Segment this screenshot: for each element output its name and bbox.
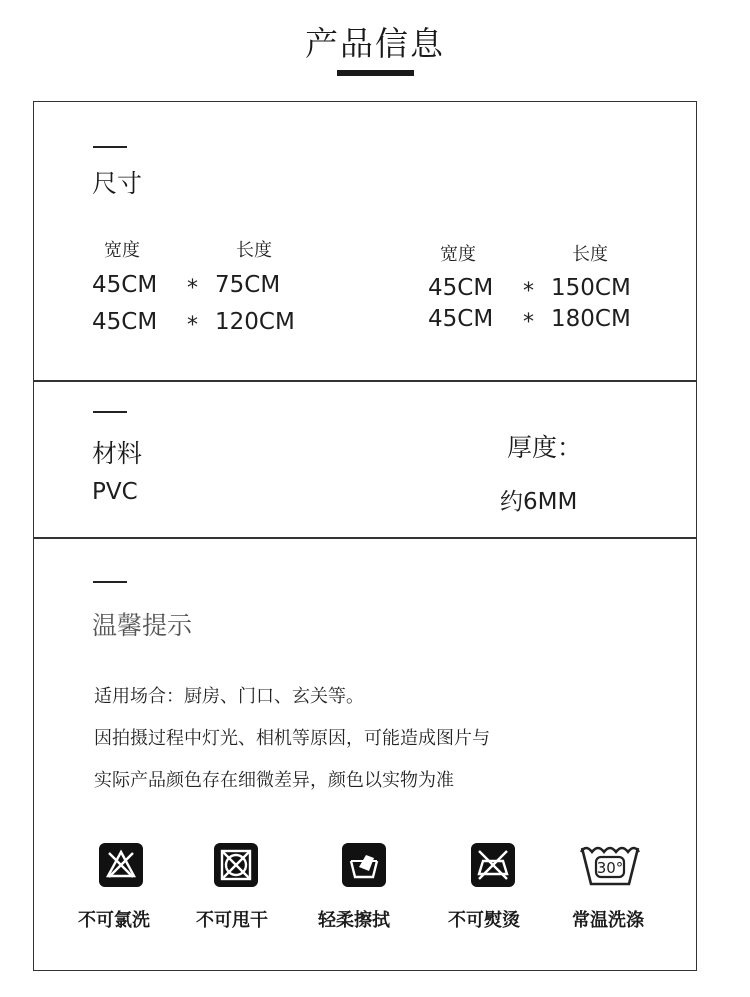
size-row-width: 45CM xyxy=(428,306,494,332)
thickness-heading: 厚度： xyxy=(507,433,583,462)
tip-line: 适用场合：厨房、门口、玄关等。 xyxy=(94,686,364,707)
wash-temp-label: 30° xyxy=(596,859,624,877)
size-row-length: 150CM xyxy=(551,275,631,301)
wash-30-icon xyxy=(578,840,642,888)
width-label-left: 宽度 xyxy=(104,240,140,261)
no-iron-icon xyxy=(471,843,515,887)
size-row-width: 45CM xyxy=(92,309,158,335)
length-label-right: 长度 xyxy=(572,244,608,265)
care-label-no-iron: 不可熨烫 xyxy=(448,910,520,931)
size-row-length: 120CM xyxy=(215,309,295,335)
tip-line: 实际产品颜色存在细微差异，颜色以实物为准 xyxy=(94,770,454,791)
tips-dash xyxy=(93,581,127,583)
title-underline xyxy=(337,70,414,76)
care-label-no-tumble-dry: 不可甩干 xyxy=(196,910,268,931)
tips-heading: 温馨提示 xyxy=(92,611,193,640)
size-heading: 尺寸 xyxy=(92,169,143,198)
material-value: PVC xyxy=(92,479,138,505)
section-divider-2 xyxy=(33,537,697,539)
length-label-left: 长度 xyxy=(236,240,272,261)
thickness-value: 约6MM xyxy=(500,489,578,515)
times-symbol: * xyxy=(523,279,534,304)
times-symbol: * xyxy=(187,276,198,301)
material-heading: 材料 xyxy=(92,439,143,468)
size-dash xyxy=(93,146,127,148)
width-label-right: 宽度 xyxy=(440,244,476,265)
size-row-width: 45CM xyxy=(92,272,158,298)
size-row-length: 180CM xyxy=(551,306,631,332)
tip-line: 因拍摄过程中灯光、相机等原因，可能造成图片与 xyxy=(94,728,490,749)
care-label-no-bleach: 不可氯洗 xyxy=(78,910,150,931)
material-dash xyxy=(93,411,127,413)
size-row-width: 45CM xyxy=(428,275,494,301)
no-tumble-dry-icon xyxy=(214,843,258,887)
times-symbol: * xyxy=(523,310,534,335)
section-divider-1 xyxy=(33,380,697,382)
gentle-wipe-icon xyxy=(342,843,386,887)
care-label-wash-30: 常温洗涤 xyxy=(572,910,644,931)
no-bleach-icon xyxy=(99,843,143,887)
care-label-gentle-wipe: 轻柔擦拭 xyxy=(318,910,390,931)
page-title: 产品信息 xyxy=(305,24,445,63)
size-row-length: 75CM xyxy=(215,272,281,298)
times-symbol: * xyxy=(187,313,198,338)
